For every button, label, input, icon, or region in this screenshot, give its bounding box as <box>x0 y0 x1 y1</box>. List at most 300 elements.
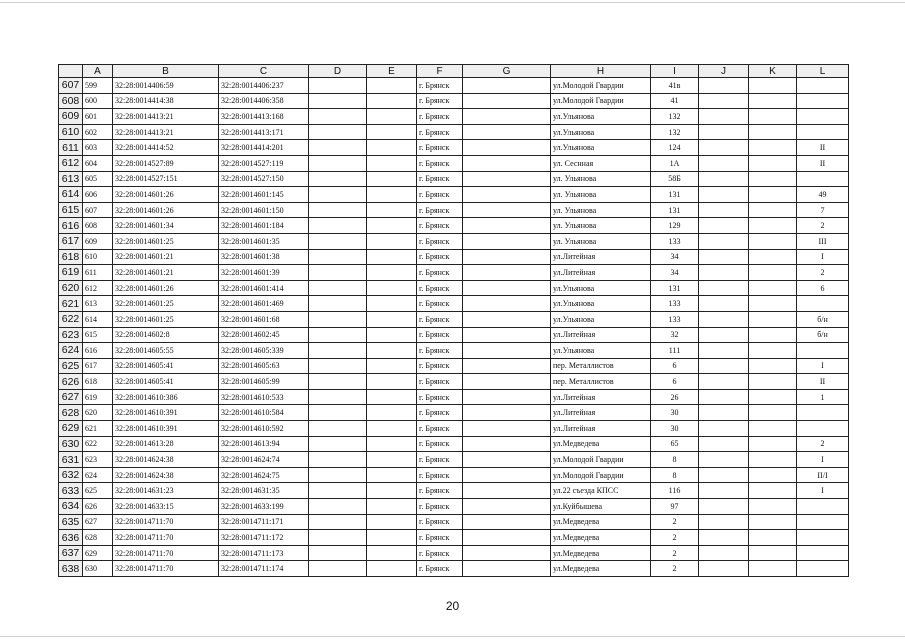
cell-i: 131 <box>651 202 699 218</box>
table-row <box>59 530 849 546</box>
cell-l <box>797 93 849 109</box>
cell-d <box>309 374 367 390</box>
cell-i: 30 <box>651 405 699 421</box>
row-number: 618 <box>59 249 83 265</box>
cell-c: 32:28:0014601:68 <box>219 311 309 327</box>
cell-a: 611 <box>83 265 113 281</box>
cell-i: 111 <box>651 343 699 359</box>
cell-h: ул. Ульянова <box>551 202 651 218</box>
page-number: 20 <box>445 599 460 613</box>
cell-j <box>699 109 749 125</box>
cell-b: 32:28:0014601:26 <box>113 280 219 296</box>
cell-e <box>367 343 417 359</box>
cell-h: ул.Молодой Гвардии <box>551 467 651 483</box>
cell-j <box>699 327 749 343</box>
cell-l: II <box>797 140 849 156</box>
cell-h: ул. Ульянова <box>551 218 651 234</box>
cell-g <box>463 311 551 327</box>
cell-a: 609 <box>83 233 113 249</box>
cell-k <box>749 296 797 312</box>
cell-c: 32:28:0014610:592 <box>219 421 309 437</box>
cell-i: 6 <box>651 374 699 390</box>
cell-g <box>463 140 551 156</box>
cell-d <box>309 155 367 171</box>
cell-k <box>749 514 797 530</box>
cell-d <box>309 202 367 218</box>
column-header: D <box>309 65 367 78</box>
column-header: E <box>367 65 417 78</box>
column-header: H <box>551 65 651 78</box>
cell-a: 627 <box>83 514 113 530</box>
cell-b: 32:28:0014610:391 <box>113 421 219 437</box>
cell-a: 619 <box>83 389 113 405</box>
cell-i: 2 <box>651 530 699 546</box>
cell-e <box>367 389 417 405</box>
cell-l: I <box>797 483 849 499</box>
cell-c: 32:28:0014711:172 <box>219 530 309 546</box>
cell-e <box>367 202 417 218</box>
cell-d <box>309 483 367 499</box>
cell-l: II <box>797 155 849 171</box>
cell-e <box>367 218 417 234</box>
cell-g <box>463 452 551 468</box>
cell-c: 32:28:0014601:469 <box>219 296 309 312</box>
table-row <box>59 421 849 437</box>
cell-j <box>699 280 749 296</box>
cell-d <box>309 296 367 312</box>
cell-c: 32:28:0014527:150 <box>219 171 309 187</box>
cell-g <box>463 389 551 405</box>
cell-j <box>699 171 749 187</box>
cell-a: 620 <box>83 405 113 421</box>
cell-f: г. Брянск <box>417 311 463 327</box>
cell-f: г. Брянск <box>417 140 463 156</box>
cell-h: ул.Ульянова <box>551 311 651 327</box>
cell-c: 32:28:0014631:35 <box>219 483 309 499</box>
cell-c: 32:28:0014413:168 <box>219 109 309 125</box>
cell-e <box>367 467 417 483</box>
table-row <box>59 389 849 405</box>
cell-c: 32:28:0014711:174 <box>219 561 309 577</box>
cell-i: 132 <box>651 124 699 140</box>
row-number: 613 <box>59 171 83 187</box>
cell-h: ул. Сеснная <box>551 155 651 171</box>
cell-g <box>463 296 551 312</box>
cell-a: 618 <box>83 374 113 390</box>
cell-f: г. Брянск <box>417 358 463 374</box>
cell-k <box>749 530 797 546</box>
cell-h: ул.Молодой Гвардии <box>551 93 651 109</box>
cell-c: 32:28:0014601:35 <box>219 233 309 249</box>
cell-d <box>309 187 367 203</box>
cell-k <box>749 421 797 437</box>
cell-c: 32:28:0014406:358 <box>219 93 309 109</box>
cell-e <box>367 452 417 468</box>
cell-j <box>699 405 749 421</box>
column-header-row <box>59 65 849 78</box>
cell-h: ул.Литейная <box>551 421 651 437</box>
cell-i: 34 <box>651 249 699 265</box>
cell-a: 624 <box>83 467 113 483</box>
cell-k <box>749 249 797 265</box>
cell-f: г. Брянск <box>417 499 463 515</box>
table-row <box>59 218 849 234</box>
cell-e <box>367 233 417 249</box>
cell-e <box>367 155 417 171</box>
cell-f: г. Брянск <box>417 202 463 218</box>
cell-c: 32:28:0014601:39 <box>219 265 309 281</box>
cell-j <box>699 561 749 577</box>
cell-b: 32:28:0014601:34 <box>113 218 219 234</box>
cell-h: ул.Литейная <box>551 389 651 405</box>
cell-a: 621 <box>83 421 113 437</box>
cell-i: 132 <box>651 109 699 125</box>
cell-d <box>309 124 367 140</box>
cell-j <box>699 499 749 515</box>
cell-l <box>797 530 849 546</box>
cell-i: 32 <box>651 327 699 343</box>
cell-l: I <box>797 249 849 265</box>
cell-f: г. Брянск <box>417 249 463 265</box>
cell-e <box>367 421 417 437</box>
cell-b: 32:28:0014601:21 <box>113 265 219 281</box>
cell-e <box>367 374 417 390</box>
table-row <box>59 467 849 483</box>
cell-l <box>797 124 849 140</box>
row-number: 637 <box>59 545 83 561</box>
cell-k <box>749 202 797 218</box>
cell-f: г. Брянск <box>417 265 463 281</box>
cell-a: 623 <box>83 452 113 468</box>
row-number: 615 <box>59 202 83 218</box>
cell-d <box>309 311 367 327</box>
cell-b: 32:28:0014624:38 <box>113 467 219 483</box>
cell-b: 32:28:0014413:21 <box>113 109 219 125</box>
scan-edge-top <box>0 2 905 3</box>
cell-f: г. Брянск <box>417 561 463 577</box>
table-row <box>59 311 849 327</box>
cell-l <box>797 499 849 515</box>
cell-g <box>463 124 551 140</box>
cell-l: 1 <box>797 389 849 405</box>
cell-a: 612 <box>83 280 113 296</box>
cell-e <box>367 187 417 203</box>
cell-h: ул.Литейная <box>551 249 651 265</box>
cell-h: ул.Медведева <box>551 545 651 561</box>
row-number: 617 <box>59 233 83 249</box>
cell-g <box>463 436 551 452</box>
row-number: 619 <box>59 265 83 281</box>
cell-d <box>309 327 367 343</box>
cell-g <box>463 171 551 187</box>
cell-d <box>309 561 367 577</box>
cell-g <box>463 218 551 234</box>
cell-l: 7 <box>797 202 849 218</box>
cell-g <box>463 327 551 343</box>
table-row <box>59 124 849 140</box>
cell-h: ул.Ульянова <box>551 296 651 312</box>
table-row <box>59 452 849 468</box>
cell-g <box>463 483 551 499</box>
cell-g <box>463 467 551 483</box>
cell-g <box>463 405 551 421</box>
row-number: 634 <box>59 499 83 515</box>
cell-j <box>699 514 749 530</box>
cell-c: 32:28:0014601:145 <box>219 187 309 203</box>
cell-d <box>309 78 367 94</box>
cell-f: г. Брянск <box>417 327 463 343</box>
cell-e <box>367 171 417 187</box>
cell-d <box>309 109 367 125</box>
cell-g <box>463 187 551 203</box>
cell-d <box>309 452 367 468</box>
cell-j <box>699 187 749 203</box>
cell-g <box>463 155 551 171</box>
row-number: 609 <box>59 109 83 125</box>
cell-f: г. Брянск <box>417 171 463 187</box>
cell-g <box>463 265 551 281</box>
column-header: C <box>219 65 309 78</box>
cell-g <box>463 109 551 125</box>
cell-l: III <box>797 233 849 249</box>
column-header: G <box>463 65 551 78</box>
cell-k <box>749 358 797 374</box>
cell-b: 32:28:0014527:151 <box>113 171 219 187</box>
cell-k <box>749 311 797 327</box>
cell-l: I <box>797 358 849 374</box>
cell-l: II <box>797 374 849 390</box>
cell-b: 32:28:0014605:55 <box>113 343 219 359</box>
cell-i: 133 <box>651 233 699 249</box>
cell-b: 32:28:0014527:89 <box>113 155 219 171</box>
cell-i: 2 <box>651 514 699 530</box>
cell-c: 32:28:0014605:99 <box>219 374 309 390</box>
cell-k <box>749 187 797 203</box>
cell-b: 32:28:0014605:41 <box>113 358 219 374</box>
cell-f: г. Брянск <box>417 545 463 561</box>
cell-b: 32:28:0014413:21 <box>113 124 219 140</box>
cell-j <box>699 421 749 437</box>
cell-k <box>749 140 797 156</box>
spreadsheet <box>58 64 848 577</box>
cell-k <box>749 233 797 249</box>
cell-b: 32:28:0014610:386 <box>113 389 219 405</box>
cell-i: 6 <box>651 358 699 374</box>
cell-e <box>367 265 417 281</box>
cell-h: ул.Ульянова <box>551 343 651 359</box>
cell-b: 32:28:0014633:15 <box>113 499 219 515</box>
table-row <box>59 171 849 187</box>
row-number: 629 <box>59 421 83 437</box>
cell-l <box>797 78 849 94</box>
table-row <box>59 499 849 515</box>
table-row <box>59 249 849 265</box>
cell-a: 600 <box>83 93 113 109</box>
cell-e <box>367 327 417 343</box>
column-header: A <box>83 65 113 78</box>
cell-j <box>699 124 749 140</box>
cell-g <box>463 249 551 265</box>
cell-j <box>699 155 749 171</box>
cell-d <box>309 280 367 296</box>
column-header: K <box>749 65 797 78</box>
cell-g <box>463 78 551 94</box>
cell-e <box>367 499 417 515</box>
cell-j <box>699 530 749 546</box>
cell-f: г. Брянск <box>417 374 463 390</box>
cell-d <box>309 93 367 109</box>
cell-l: 2 <box>797 265 849 281</box>
cell-i: 133 <box>651 311 699 327</box>
cell-e <box>367 561 417 577</box>
cell-a: 607 <box>83 202 113 218</box>
cell-f: г. Брянск <box>417 78 463 94</box>
cell-k <box>749 78 797 94</box>
cell-h: ул. Ульянова <box>551 171 651 187</box>
cell-i: 129 <box>651 218 699 234</box>
row-number: 638 <box>59 561 83 577</box>
row-number: 625 <box>59 358 83 374</box>
row-number: 626 <box>59 374 83 390</box>
cell-l <box>797 405 849 421</box>
cell-a: 615 <box>83 327 113 343</box>
column-header: I <box>651 65 699 78</box>
row-number: 610 <box>59 124 83 140</box>
cell-d <box>309 514 367 530</box>
cell-k <box>749 483 797 499</box>
cell-l: 2 <box>797 436 849 452</box>
cell-g <box>463 374 551 390</box>
cell-h: ул.Литейная <box>551 265 651 281</box>
cell-l: б/н <box>797 311 849 327</box>
row-number: 630 <box>59 436 83 452</box>
cell-d <box>309 499 367 515</box>
table-row <box>59 78 849 94</box>
table-row <box>59 109 849 125</box>
cell-e <box>367 140 417 156</box>
cell-a: 630 <box>83 561 113 577</box>
cell-j <box>699 374 749 390</box>
cell-i: 8 <box>651 467 699 483</box>
column-header: J <box>699 65 749 78</box>
cell-i: 131 <box>651 280 699 296</box>
cell-l: 49 <box>797 187 849 203</box>
row-number: 628 <box>59 405 83 421</box>
cell-c: 32:28:0014527:119 <box>219 155 309 171</box>
cell-j <box>699 545 749 561</box>
table-row <box>59 436 849 452</box>
cell-k <box>749 452 797 468</box>
cell-i: 2 <box>651 545 699 561</box>
cell-i: 97 <box>651 499 699 515</box>
corner-cell <box>59 65 83 78</box>
cell-k <box>749 280 797 296</box>
cell-b: 32:28:0014711:70 <box>113 545 219 561</box>
row-number: 636 <box>59 530 83 546</box>
cell-h: ул.Литейная <box>551 405 651 421</box>
table-row <box>59 343 849 359</box>
cell-i: 41в <box>651 78 699 94</box>
row-number: 627 <box>59 389 83 405</box>
cell-f: г. Брянск <box>417 467 463 483</box>
cell-b: 32:28:0014406:59 <box>113 78 219 94</box>
cell-b: 32:28:0014414:52 <box>113 140 219 156</box>
row-number: 623 <box>59 327 83 343</box>
row-number: 611 <box>59 140 83 156</box>
table-row <box>59 374 849 390</box>
row-number: 607 <box>59 78 83 94</box>
cell-d <box>309 421 367 437</box>
cell-g <box>463 358 551 374</box>
cell-h: ул.Молодой Гвардии <box>551 78 651 94</box>
cell-f: г. Брянск <box>417 155 463 171</box>
cell-e <box>367 124 417 140</box>
cell-d <box>309 545 367 561</box>
cell-f: г. Брянск <box>417 421 463 437</box>
cell-b: 32:28:0014601:25 <box>113 296 219 312</box>
table-row <box>59 202 849 218</box>
cell-c: 32:28:0014601:184 <box>219 218 309 234</box>
cell-g <box>463 499 551 515</box>
cell-j <box>699 389 749 405</box>
row-number: 632 <box>59 467 83 483</box>
cell-b: 32:28:0014601:26 <box>113 187 219 203</box>
row-number: 614 <box>59 187 83 203</box>
cell-c: 32:28:0014601:414 <box>219 280 309 296</box>
scan-edge-bottom <box>0 636 905 637</box>
cell-i: 41 <box>651 93 699 109</box>
cell-e <box>367 545 417 561</box>
cell-g <box>463 93 551 109</box>
cell-e <box>367 530 417 546</box>
table-row <box>59 155 849 171</box>
cell-k <box>749 436 797 452</box>
cell-f: г. Брянск <box>417 452 463 468</box>
cell-a: 628 <box>83 530 113 546</box>
cell-a: 629 <box>83 545 113 561</box>
table-row <box>59 93 849 109</box>
cell-j <box>699 93 749 109</box>
cell-k <box>749 467 797 483</box>
cell-e <box>367 436 417 452</box>
table-row <box>59 483 849 499</box>
row-number: 621 <box>59 296 83 312</box>
cell-l <box>797 561 849 577</box>
cell-h: ул.Ульянова <box>551 140 651 156</box>
cell-k <box>749 499 797 515</box>
cell-a: 604 <box>83 155 113 171</box>
cell-i: 30 <box>651 421 699 437</box>
cell-j <box>699 140 749 156</box>
cell-i: 116 <box>651 483 699 499</box>
table-row <box>59 405 849 421</box>
cell-j <box>699 483 749 499</box>
cell-k <box>749 389 797 405</box>
cell-j <box>699 265 749 281</box>
cell-i: 58Б <box>651 171 699 187</box>
cell-h: ул. Ульянова <box>551 187 651 203</box>
cell-k <box>749 327 797 343</box>
cell-b: 32:28:0014601:21 <box>113 249 219 265</box>
cell-f: г. Брянск <box>417 343 463 359</box>
cell-f: г. Брянск <box>417 530 463 546</box>
cell-k <box>749 155 797 171</box>
cell-b: 32:28:0014601:25 <box>113 233 219 249</box>
cell-h: ул.Медведева <box>551 436 651 452</box>
cell-d <box>309 467 367 483</box>
row-number: 620 <box>59 280 83 296</box>
column-header: B <box>113 65 219 78</box>
